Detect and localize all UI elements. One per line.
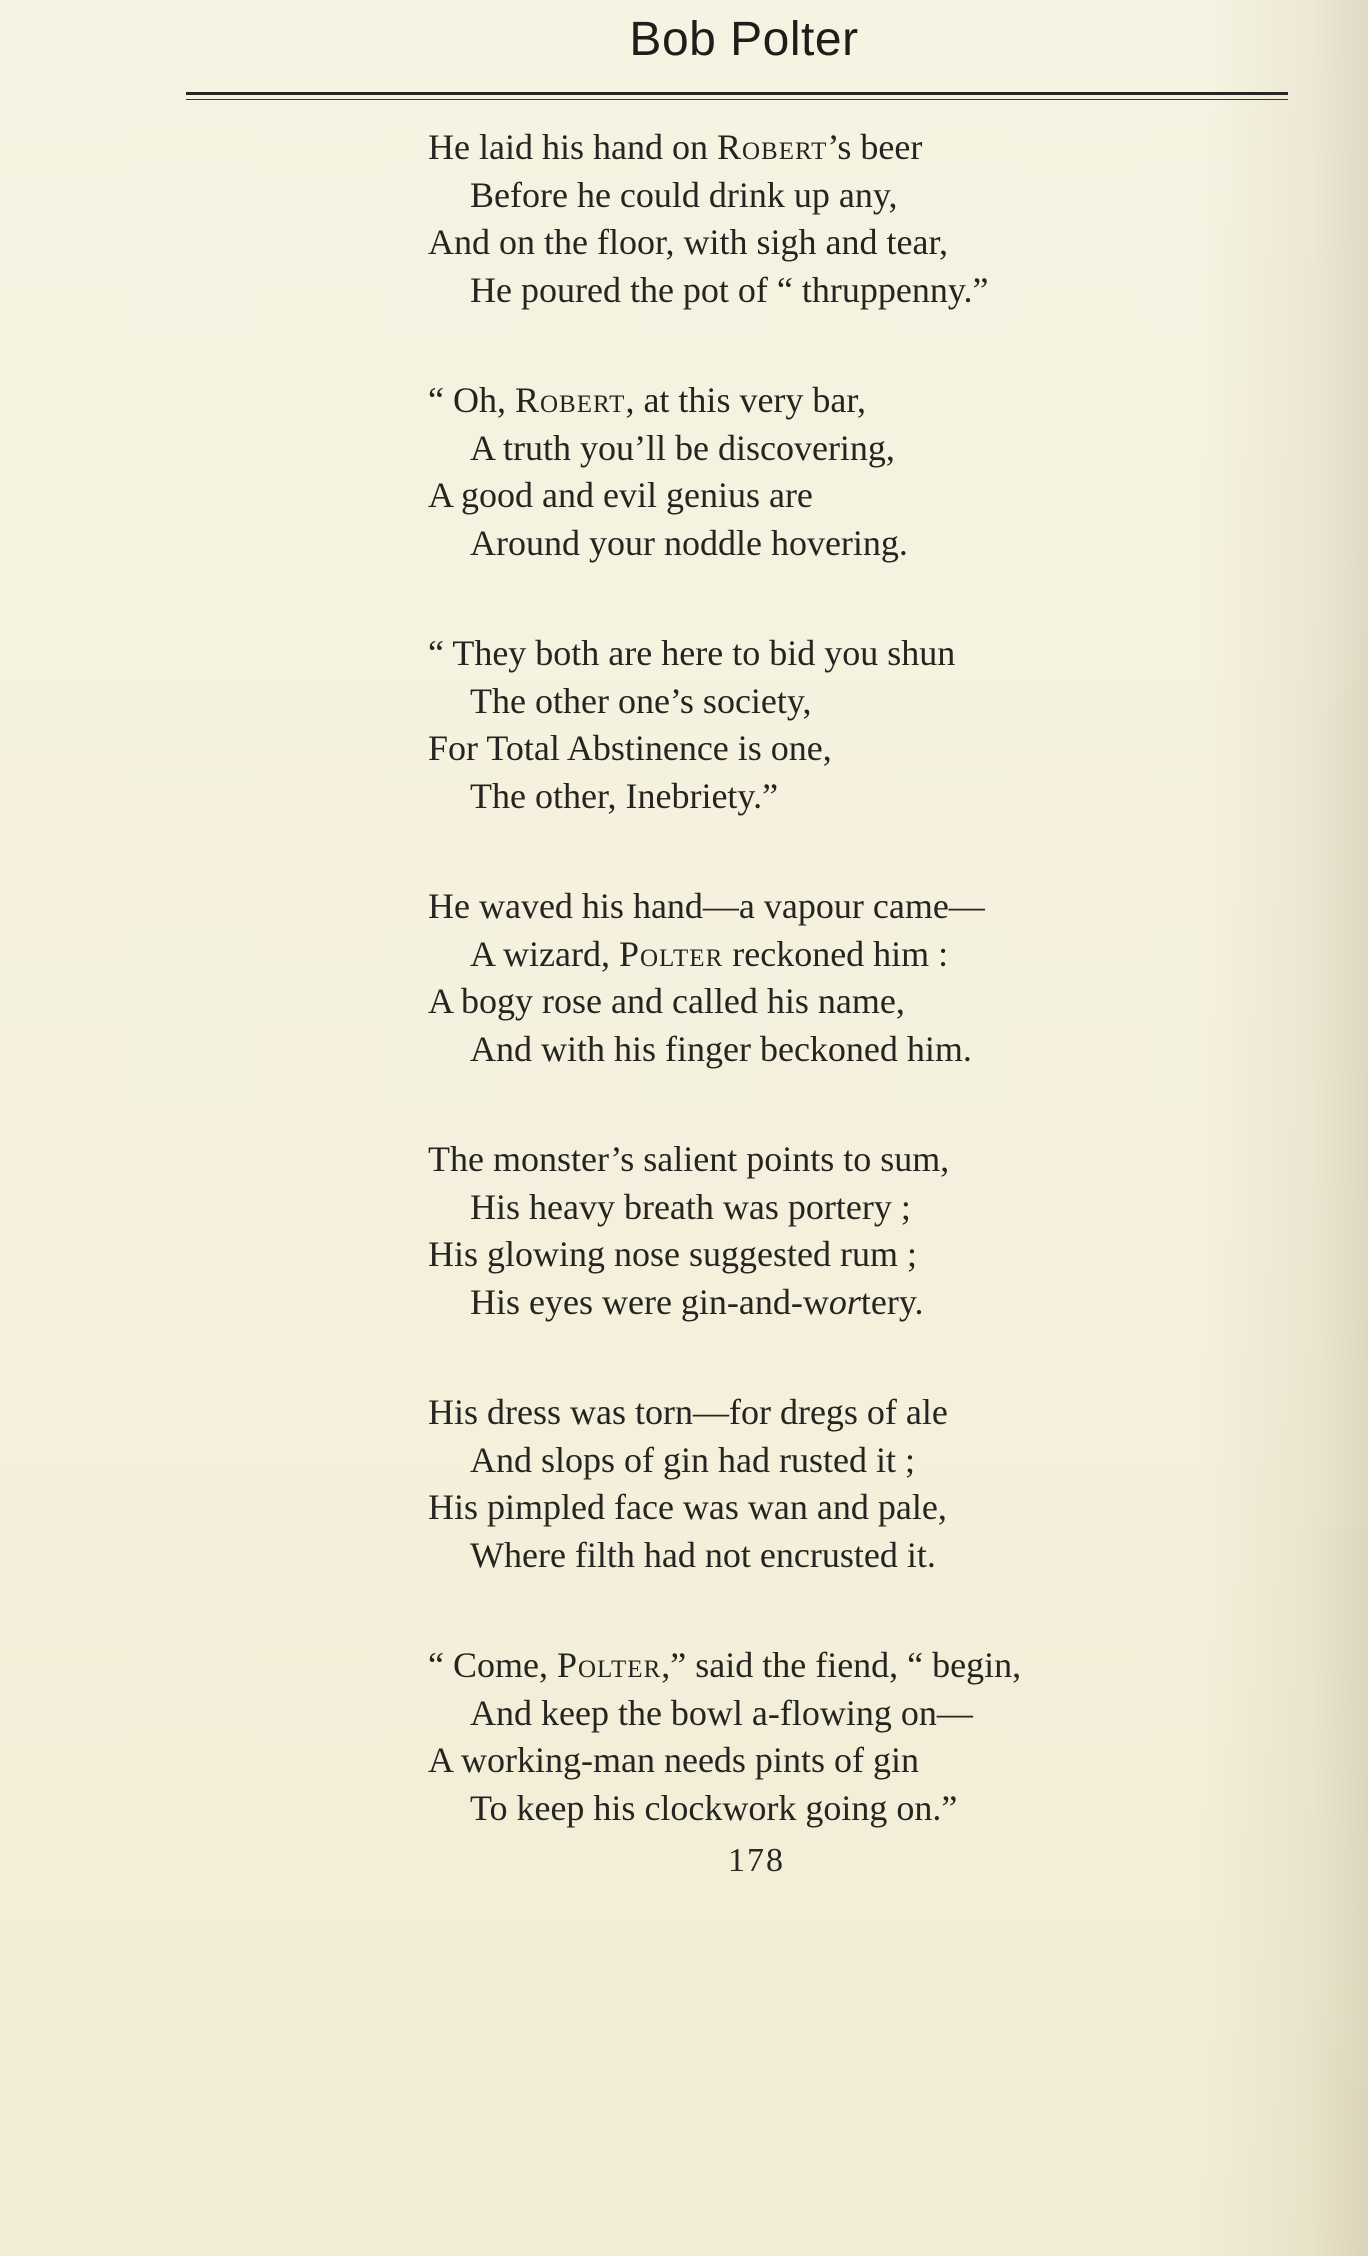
stanza-1-line-3: And on the floor, with sigh and tear,	[428, 222, 949, 262]
stanza-2-line-3: A good and evil genius are	[428, 475, 813, 515]
stanza-3-line-2: The other one’s society,	[470, 680, 812, 721]
stanza-7-line-4: To keep his clockwork going on.”	[470, 1787, 958, 1828]
stanza-5-line-3: His glowing nose suggested rum ;	[428, 1234, 917, 1274]
stanza-7-line-3: A working-man needs pints of gin	[428, 1740, 919, 1780]
stanza-7	[428, 1642, 1308, 1832]
page-number: 178	[728, 1842, 785, 1879]
running-title: Bob Polter	[629, 13, 859, 66]
italic-or: or	[828, 1281, 861, 1322]
stanza-7-line-1: “ Come, Polter,” said the fiend, “ begin,	[428, 1645, 1022, 1685]
stanza-4-line-1: He waved his hand—a vapour came—	[428, 886, 985, 926]
stanza-1-line-2: Before he could drink up any,	[470, 174, 898, 215]
stanza-2	[428, 377, 1308, 567]
stanza-3	[428, 630, 1308, 820]
name-polter: Polter	[618, 933, 724, 974]
stanza-6-line-1: His dress was torn—for dregs of ale	[428, 1392, 948, 1432]
stanza-1-line-4: He poured the pot of “ thruppenny.”	[470, 269, 989, 310]
stanza-6-line-2: And slops of gin had rusted it ;	[470, 1439, 915, 1480]
stanza-6	[428, 1389, 1308, 1579]
stanza-5-line-4: His eyes were gin-and-wortery.	[470, 1281, 924, 1322]
stanza-4-line-3: A bogy rose and called his name,	[428, 981, 905, 1021]
stanza-4	[428, 883, 1308, 1073]
stanza-2-line-4: Around your noddle hovering.	[470, 522, 908, 563]
stanza-2-line-2: A truth you’ll be discovering,	[470, 427, 895, 468]
stanza-1-line-1: He laid his hand on Robert’s beer	[428, 127, 923, 167]
stanza-5-line-2: His heavy breath was portery ;	[470, 1186, 911, 1227]
stanza-7-line-2: And keep the bowl a-flowing on—	[470, 1692, 973, 1733]
stanza-5-line-1: The monster’s salient points to sum,	[428, 1139, 950, 1179]
stanza-3-line-3: For Total Abstinence is one,	[428, 728, 832, 768]
stanza-3-line-1: “ They both are here to bid you shun	[428, 633, 956, 673]
stanza-1	[428, 124, 1308, 314]
header-rule	[186, 92, 1288, 95]
name-robert: Robert	[716, 127, 828, 167]
stanza-3-line-4: The other, Inebriety.”	[470, 775, 779, 816]
name-polter: Polter	[556, 1645, 662, 1685]
stanza-4-line-4: And with his finger beckoned him.	[470, 1028, 972, 1069]
stanza-6-line-4: Where filth had not encrusted it.	[470, 1534, 936, 1575]
name-robert: Robert	[514, 380, 626, 420]
stanza-5	[428, 1136, 1308, 1326]
stanza-2-line-1: “ Oh, Robert, at this very bar,	[428, 380, 866, 420]
stanza-6-line-3: His pimpled face was wan and pale,	[428, 1487, 947, 1527]
poem-body	[428, 124, 1308, 1832]
stanza-4-line-2: A wizard, Polter reckoned him :	[470, 933, 949, 974]
